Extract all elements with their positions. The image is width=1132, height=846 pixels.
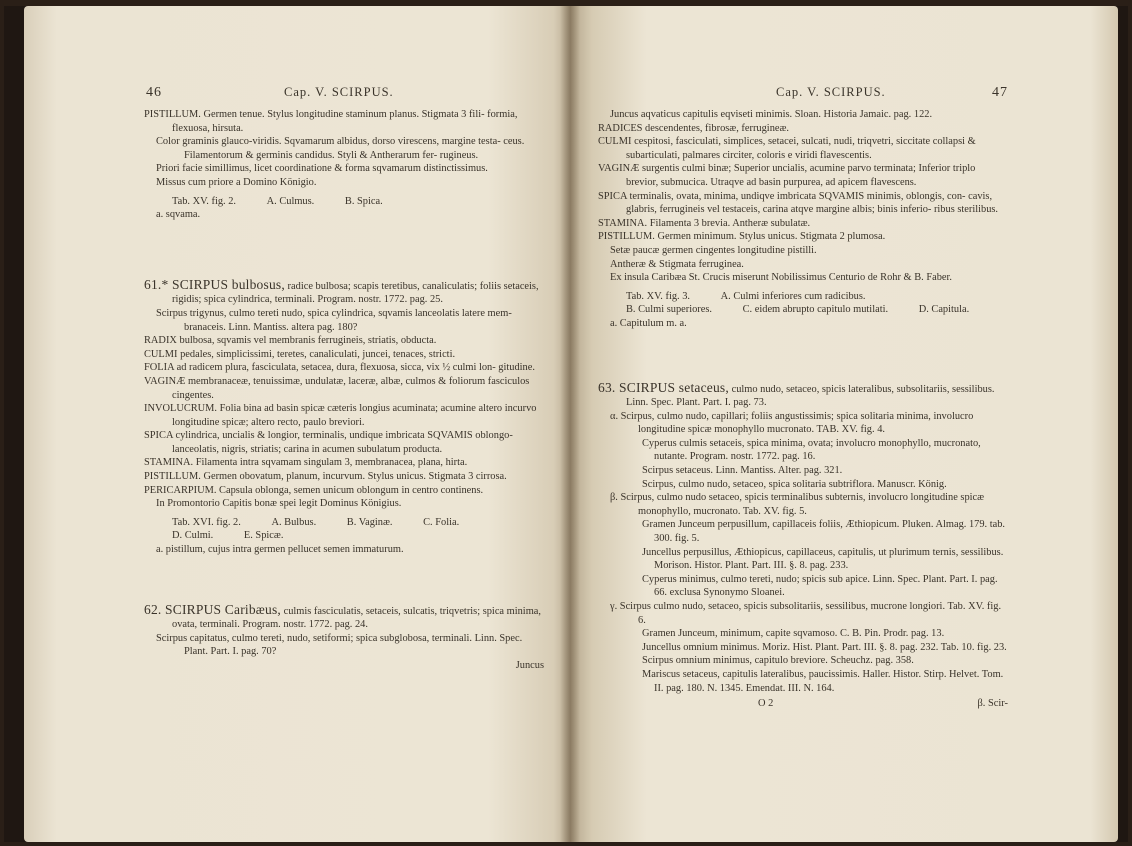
text-line: Scirpus, culmo nudo, setaceo, spica solitaria subtriflora. Manuscr. König. (642, 478, 947, 490)
text-line: RADIX bulbosa, sqvamis vel membranis ferrugineis, striatis, obducta. (144, 335, 437, 347)
plate-reference (144, 195, 544, 209)
text-line: VAGINÆ membranaceæ, tenuissimæ, undulatæ, laceræ, albæ, culmos & foliorum fasciculos cingentes. (144, 375, 530, 401)
species-name: 62. SCIRPUS Caribæus, (144, 601, 281, 617)
text-line: FOLIA ad radicem plura, fasciculata, setacea, dura, flexuosa, sicca, vix ½ culmi lon- gitudine. (144, 362, 535, 374)
catchword-right: β. Scir- (977, 698, 1008, 710)
right-page (570, 6, 1118, 842)
plate-reference (144, 516, 544, 543)
text-line: β. Scirpus, culmo nudo setaceo, spicis terminalibus subternis, involucro longitudine spicæ monophyllo, mucronato. Tab. XV. fig. 5. (610, 492, 985, 517)
species-name: 61.* SCIRPUS bulbosus, (144, 276, 285, 292)
text-line: Cyperus culmis setaceis, spica minima, ovata; involucro monophyllo, mucronato, nutante. Program. nostr. 1772. pag. 16. (642, 437, 981, 463)
plate-item: Tab. XV. fig. 2. (172, 195, 237, 207)
plate-item: D. Culmi. (172, 530, 214, 542)
text-line: SPICA cylindrica, uncialis & longior, terminalis, undique imbricata SQVAMIS oblongo- lanceolatis, nigris, striatis; carina in acumen subulatum producta. (144, 430, 513, 455)
text-line: α. Scirpus, culmo nudo, capillari; foliis angustissimis; spica solitaria minima, involucro longitudine spicæ monophyllo mucronato. TAB. XV. fig. 4. (610, 410, 974, 436)
text-line: STAMINA. Filamenta 3 brevia. Antheræ subulatæ. (598, 217, 811, 229)
plate-item: B. Spica. (344, 195, 383, 207)
text-line: Scirpus capitatus, culmo tereti, nudo, setiformi; spica subglobosa, terminali. Linn. Spec. Plant. Part. I. pag. 70? (156, 632, 523, 658)
text-line: Juncellus omnium minimus. Moriz. Hist. Plant. Part. III. §. 8. pag. 232. Tab. 10. fig. 23. (642, 641, 1007, 653)
species-name: 63. SCIRPUS setaceus, (598, 379, 729, 395)
text-line: STAMINA. Filamenta intra sqvamam singulam 3, membranacea, plana, hirta. (144, 457, 468, 469)
plate-reference (598, 290, 1008, 317)
text-line: PERICARPIUM. Capsula oblonga, semen unicum oblongum in centro continens. (144, 484, 484, 496)
text-line: PISTILLUM. Germen obovatum, planum, incurvum. Stylus unicus. Stigmata 3 cirrosa. (144, 471, 507, 483)
book-spread (4, 6, 1128, 842)
left-page-content (144, 84, 544, 673)
text-line: PISTILLUM. Germen minimum. Stylus unicus. Stigmata 2 plumosa. (598, 231, 886, 243)
text-line: Priori facie simillimus, licet coordinatione & forma sqvamarum distinctissimus. (156, 163, 488, 175)
species-diagnosis: culmo nudo, setaceo, spicis lateralibus, subsolitariis, sessilibus. Linn. Spec. Plant. Part. I. pag. 73. (626, 383, 995, 409)
text-line: Gramen Junceum, minimum, capite sqvamoso. C. B. Pin. Prodr. pag. 13. (642, 628, 945, 640)
plate-item: A. Bulbus. (271, 516, 317, 528)
text-line: Gramen Junceum perpusillum, capillaceis foliis, Æthiopicum. Pluken. Almag. 179. tab. 300. fig. 5. (642, 519, 1006, 545)
plate-item: A. Culmus. (266, 195, 315, 207)
plate-item: D. Capitula. (918, 304, 970, 316)
plate-item: C. eidem abrupto capitulo mutilati. (742, 304, 889, 316)
running-title-left: Cap. V. SCIRPUS. (284, 85, 394, 99)
species-entry-63 (598, 381, 1008, 410)
plate-item: B. Vaginæ. (346, 516, 393, 528)
text-line: CULMI pedales, simplicissimi, teretes, canaliculati, juncei, tenaces, stricti. (144, 348, 456, 360)
book-gutter (560, 6, 580, 842)
right-page-content (598, 84, 1008, 713)
text-line: CULMI cespitosi, fasciculati, simplices, setacei, sulcati, nudi, triqvetri, siccitate collapsi & subarticulati, palmares circiter, coloris e viridi flavescentis. (598, 136, 976, 161)
plate-item: B. Culmi superiores. (626, 304, 713, 316)
plate-item: Tab. XV. fig. 3. (626, 290, 691, 302)
text-line: Scirpus omnium minimus, capitulo breviore. Scheuchz. pag. 358. (642, 655, 914, 667)
text-line: In Promontorio Capitis bonæ spei legit Dominus Königius. (156, 498, 402, 510)
text-line: Cyperus minimus, culmo tereti, nudo; spicis sub apice. Linn. Spec. Plant. Part. I. pag. 66. exclusa Synonymo Sloanei. (642, 573, 998, 599)
text-line: SPICA terminalis, ovata, minima, undiqve imbricata SQVAMIS minimis, oblongis, con- cavis, glabris, ferrugineis vel testaceis, carina atqve margine albis; binis inferio- ribus sterilibus. (598, 190, 999, 216)
figure-note: a. Capitulum m. a. (610, 317, 687, 329)
text-line: Mariscus setaceus, capitulis lateralibus, paucissimis. Haller. Histor. Stirp. Helvet. Tom. II. pag. 180. N. 1345. Emendat. III. N. 164. (642, 668, 1004, 694)
left-running-head (144, 84, 544, 106)
text-line: Ex insula Caribæa St. Crucis miserunt Nobilissimus Centurio de Rohr & B. Faber. (610, 272, 953, 284)
text-line: Setæ paucæ germen cingentes longitudine pistilli. (610, 244, 817, 256)
left-page (24, 6, 570, 842)
species-entry-61 (144, 278, 544, 307)
plate-item: E. Spicæ. (243, 530, 284, 542)
species-diagnosis: culmis fasciculatis, setaceis, sulcatis, triqvetris; spica minima, ovata, terminali. Program. nostr. 1772. pag. 24. (172, 605, 541, 631)
figure-note: a. pistillum, cujus intra germen pellucet semen immaturum. (156, 544, 404, 556)
text-line: Scirpus trigynus, culmo tereti nudo, spica cylindrica, sqvamis lanceolatis latere mem- branaceis. Linn. Mantiss. altera pag. 180? (156, 307, 512, 333)
text-line: Color graminis glauco-viridis. Sqvamarum albidus, dorso virescens, margine testa- ceus. Filamentorum & germinis candidus. Styli & Antherarum fer- rugineus. (156, 136, 525, 161)
text-line: INVOLUCRUM. Folia bina ad basin spicæ cæteris longius acuminata; acumine altero incurvo longitudine spicæ; altero recto, paulo breviori. (144, 403, 537, 428)
plate-item: A. Culmi inferiores cum radicibus. (720, 290, 866, 302)
page-number-left: 46 (146, 85, 162, 100)
page-number-right: 47 (992, 85, 1008, 100)
figure-note: a. sqvama. (156, 209, 201, 221)
plate-item: Tab. XVI. fig. 2. (172, 516, 241, 528)
species-diagnosis: radice bulbosa; scapis teretibus, canaliculatis; foliis setaceis, rigidis; spica cylindrica, terminali. Program. nostr. 1772. pag. 25. (172, 280, 539, 306)
text-line: Antheræ & Stigmata ferruginea. (610, 258, 744, 270)
text-line: Missus cum priore a Domino Königio. (156, 176, 317, 188)
catchword-left: Juncus (515, 660, 544, 671)
text-line: γ. Scirpus culmo nudo, setaceo, spicis subsolitariis, sessilibus, mucrone longiori. Tab. XV. fig. 6. (610, 601, 1002, 626)
text-line: VAGINÆ surgentis culmi binæ; Superior uncialis, acumine parvo terminata; Inferior triplo brevior, submucica. Utraqve ad basin purpurea, ad apicem flavescens. (598, 163, 976, 188)
page-footer-right (598, 697, 1008, 713)
text-line: RADICES descendentes, fibrosæ, ferrugineæ. (598, 122, 790, 134)
text-line: Juncellus perpusillus, Æthiopicus, capillaceus, capitulis, ut plurimum ternis, sessilibus. Morison. Histor. Plant. Part. III. §. 8. pag. 233. (642, 546, 1004, 572)
text-line: PISTILLUM. Germen tenue. Stylus longitudine staminum planus. Stigmata 3 fili- formia, flexuosa, hirsuta. (144, 109, 518, 134)
signature-mark: O 2 (758, 698, 774, 710)
right-running-head (598, 84, 1008, 106)
text-line: Juncus aqvaticus capitulis eqviseti minimis. Sloan. Historia Jamaic. pag. 122. (610, 109, 933, 120)
running-title-right: Cap. V. SCIRPUS. (776, 85, 886, 99)
species-entry-62 (144, 603, 544, 632)
plate-item: C. Folia. (423, 516, 460, 528)
text-line: Scirpus setaceus. Linn. Mantiss. Alter. pag. 321. (642, 465, 843, 477)
